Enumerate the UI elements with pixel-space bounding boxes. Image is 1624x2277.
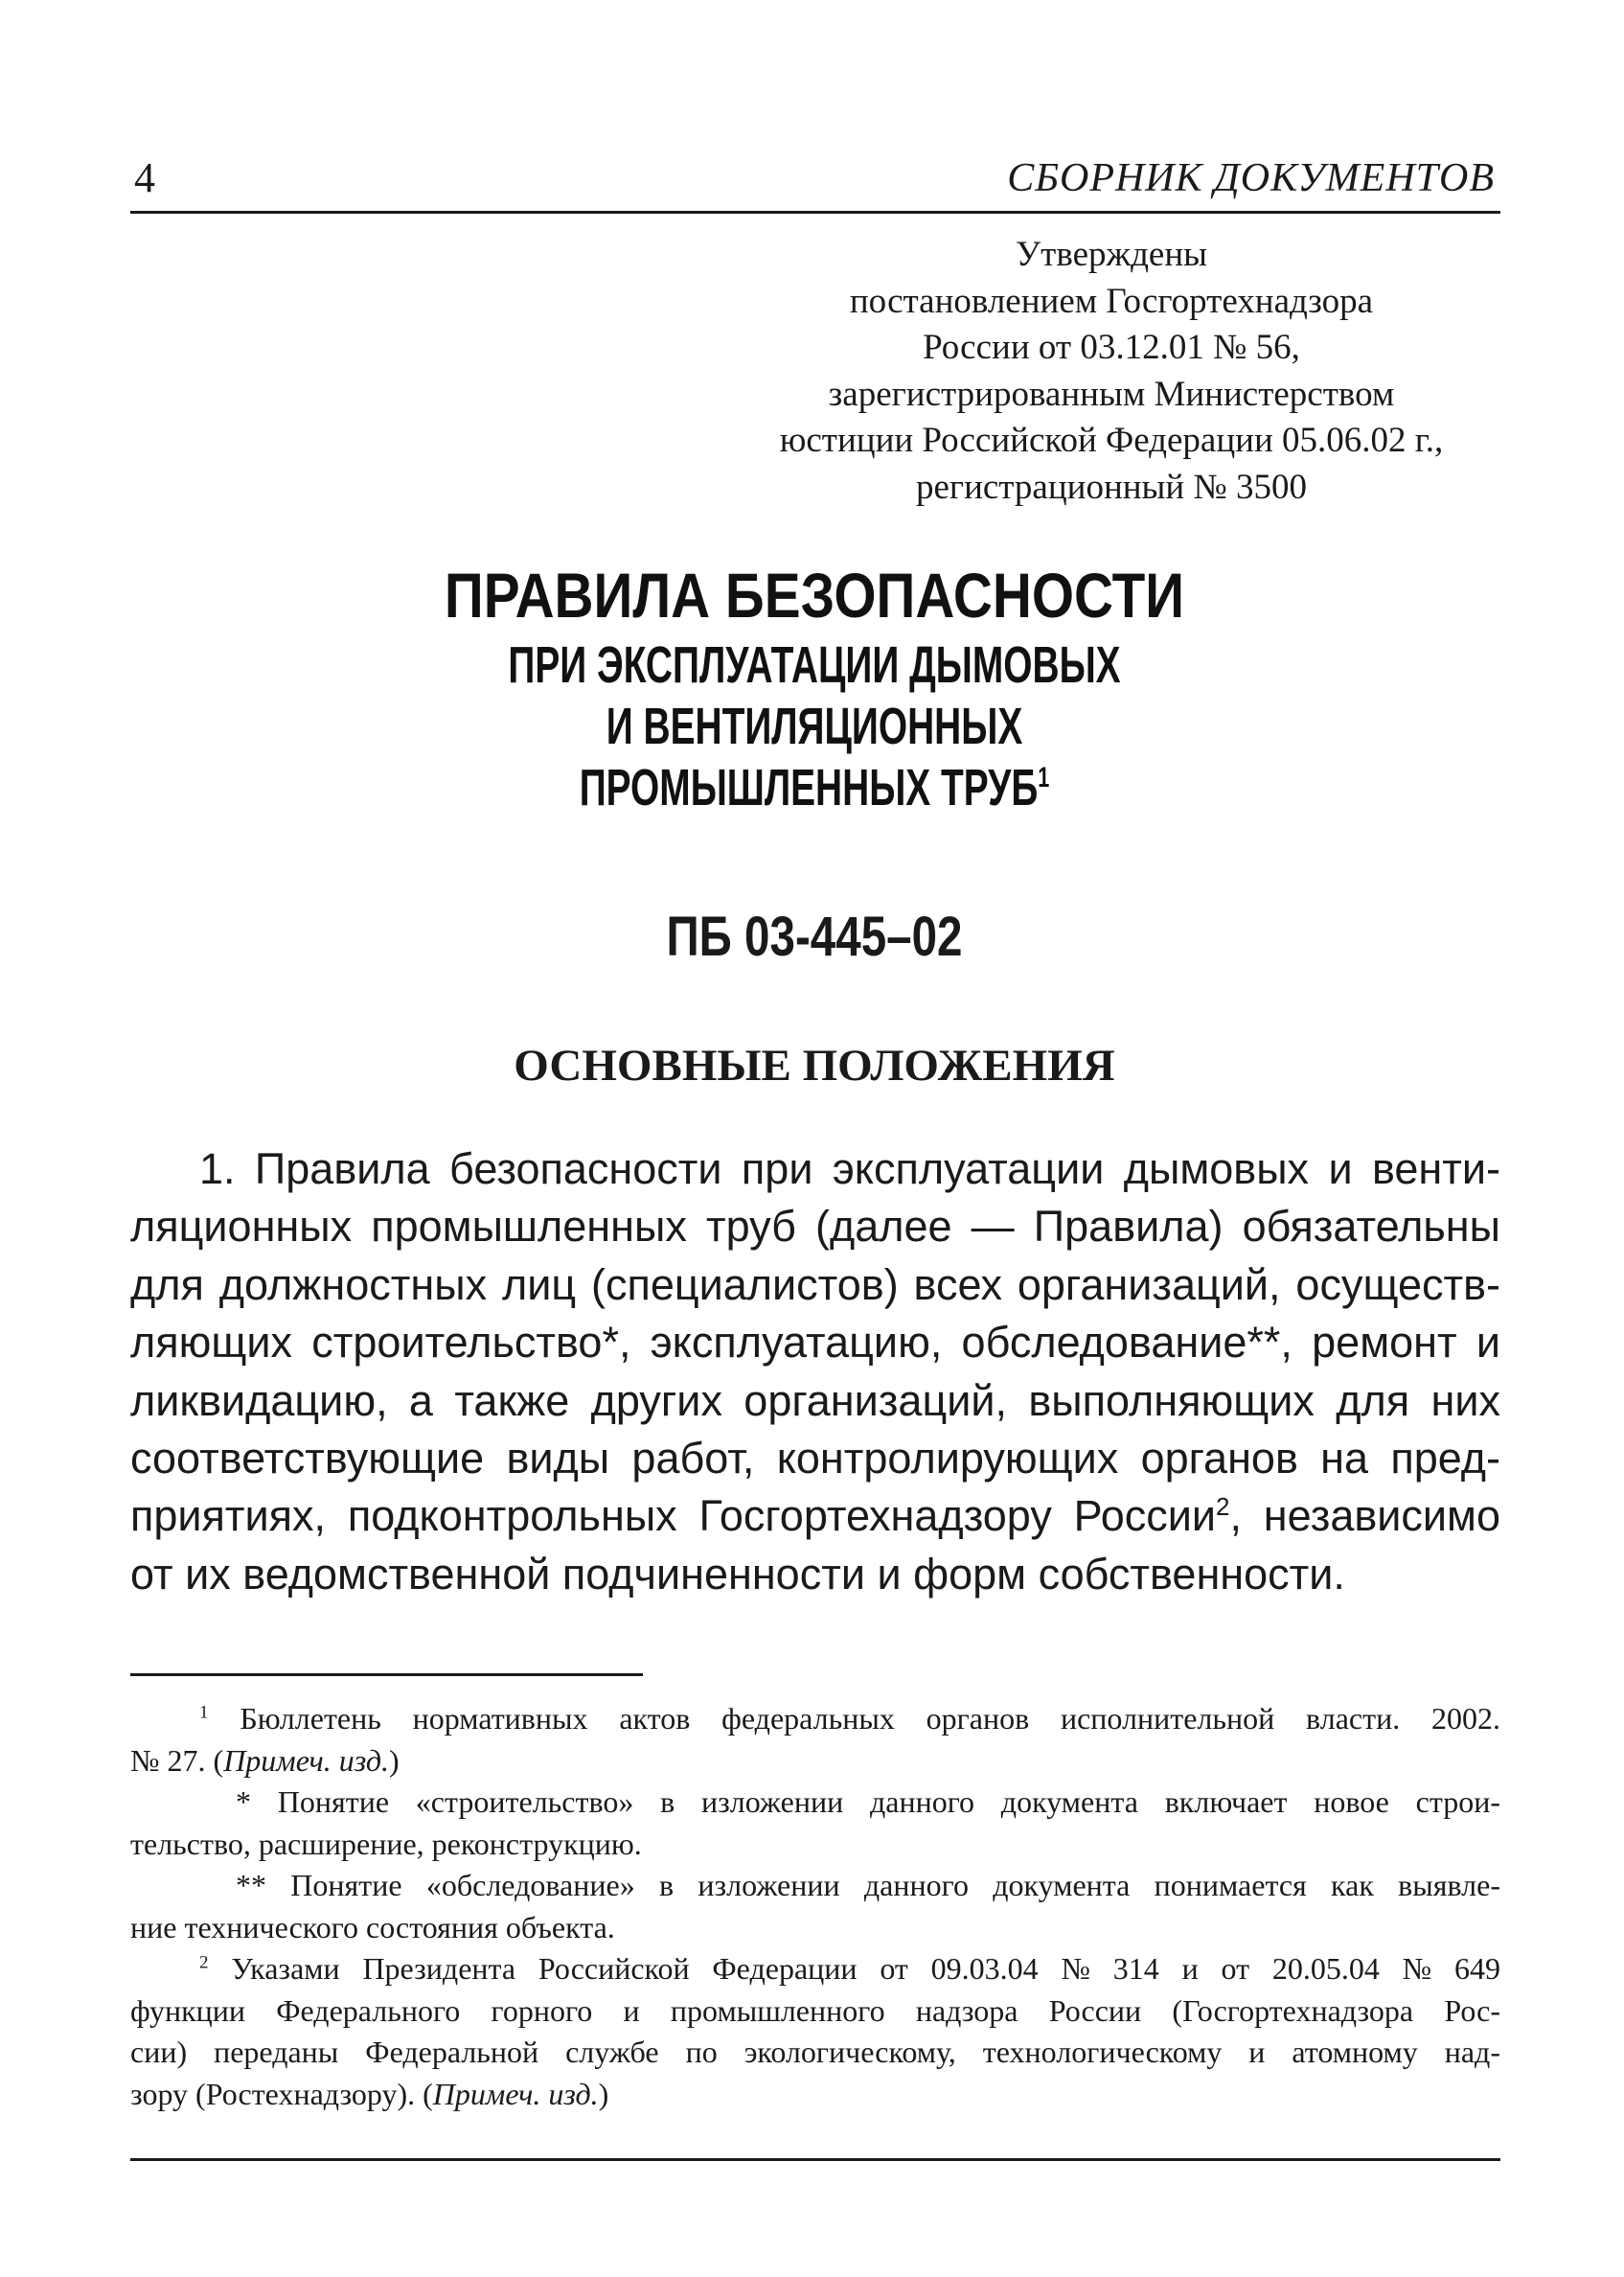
footnote-2-cont [130, 1990, 1500, 2033]
footnote-ref[interactable]: 1 [1038, 762, 1050, 794]
line-text: ляционных промышленных труб (далее — Правила) обязательны [130, 1202, 1500, 1252]
footnote-separator [130, 1673, 643, 1676]
paragraph-line [130, 1430, 1500, 1487]
footnote-star-cont [130, 1824, 1500, 1866]
footnote-text: тельство, расширение, реконструкцию. [130, 1826, 642, 1861]
footnote-text [199, 1948, 1500, 1990]
paragraph-line [130, 1256, 1500, 1314]
line-text: ликвидацию, а также других организаций, выполняющих для них [130, 1375, 1500, 1425]
footnote-text: сии) переданы Федеральной службе по экологическому, технологическому и атомному над- [130, 2035, 1500, 2069]
editor-note: Примеч. изд. [223, 1742, 390, 1778]
approval-line: зарегистрированным Министерством [828, 374, 1395, 414]
approval-line: Утверждены [1015, 235, 1207, 274]
paragraph-line [130, 1198, 1500, 1255]
footnotes [130, 1698, 1500, 2115]
line-text-part: , независимо [1229, 1491, 1500, 1541]
approval-line: России от 03.12.01 № 56, [923, 328, 1300, 367]
footnote-text-part: Указами Президента Российской Федерации от 09.03.04 № 314 и от 20.05.04 № 649 [231, 1951, 1501, 1986]
line-text: соответствующие виды работ, контролирующих органов на пред- [130, 1434, 1500, 1484]
line-text: от их ведомственной подчиненности и форм собственности. [130, 1549, 1345, 1598]
document-code: ПБ 03-445–02 [666, 906, 963, 968]
editor-note: Примеч. изд. [432, 2076, 599, 2111]
footnote-2-cont [130, 2074, 1500, 2116]
footnote-2-cont [130, 2032, 1500, 2074]
paragraph-line [130, 1314, 1500, 1371]
paragraph-line [130, 1487, 1500, 1545]
document-title [287, 556, 1341, 818]
line-text: 1. Правила безопасности при эксплуатации дымовых и венти- [199, 1144, 1500, 1193]
paragraph-line [130, 1546, 1500, 1603]
section-heading: ОСНОВНЫЕ ПОЛОЖЕНИЯ [514, 1041, 1115, 1091]
paragraph-line [130, 1140, 1500, 1198]
footnote-text-part: ) [389, 1742, 400, 1778]
line-text-part: приятиях, подконтрольных Госгортехнадзору России [130, 1491, 1216, 1541]
running-header [130, 144, 1500, 214]
footnote-star [130, 1782, 1500, 1824]
bottom-rule [130, 2158, 1500, 2161]
footnote-text: функции Федерального горного и промышленного надзора России (Госгортехнадзора Рос- [130, 1992, 1500, 2028]
footnote-mark: 1 [199, 1702, 209, 1723]
footnote-mark: 2 [199, 1952, 209, 1973]
line-text [130, 1487, 1500, 1545]
footnote-text: ** Понятие «обследование» в изложении данного документа понимается как выявле- [236, 1868, 1500, 1902]
footnote-double-star [130, 1865, 1500, 1907]
footnote-text: * Понятие «строительство» в изложении данного документа включает новое строи- [236, 1784, 1500, 1819]
line-text: ляющих строительство*, эксплуатацию, обследование**, ремонт и [130, 1318, 1500, 1368]
title-line: И ВЕНТИЛЯЦИОННЫХ [606, 698, 1023, 755]
title-line [435, 757, 1194, 818]
footnote-1 [130, 1698, 1500, 1740]
paragraph-1 [130, 1140, 1500, 1603]
approval-line: постановлением Госгортехнадзора [849, 281, 1374, 321]
approval-block [728, 232, 1495, 511]
footnote-text-part: № 27. ( [130, 1742, 224, 1778]
title-line-text: ПРОМЫШЛЕННЫХ ТРУБ [579, 759, 1039, 816]
footnote-2 [130, 1948, 1500, 1990]
footnote-ref[interactable]: 2 [1216, 1492, 1230, 1522]
approval-line: юстиции Российской Федерации 05.06.02 г., [779, 421, 1444, 460]
title-main: ПРАВИЛА БЕЗОПАСНОСТИ [444, 560, 1185, 631]
approval-line: регистрационный № 3500 [915, 467, 1308, 507]
paragraph-line [130, 1372, 1500, 1430]
title-line: ПРИ ЭКСПЛУАТАЦИИ ДЫМОВЫХ [508, 636, 1121, 694]
footnote-text-part: Бюллетень нормативных актов федеральных органов исполнительной власти. 2002. [240, 1701, 1501, 1736]
footnote-text [199, 1698, 1500, 1740]
page-number: 4 [134, 154, 155, 201]
footnote-text-part: ) [598, 2076, 609, 2111]
footnote-text: ние технического состояния объекта. [130, 1909, 615, 1944]
line-text: для должностных лиц (специалистов) всех организаций, осуществ- [130, 1259, 1500, 1309]
running-title: СБОРНИК ДОКУМЕНТОВ [1007, 156, 1495, 200]
footnote-text-part: зору (Ростехнадзору). ( [130, 2076, 433, 2111]
footnote-1-cont [130, 1740, 1500, 1782]
footnote-double-star-cont [130, 1907, 1500, 1949]
